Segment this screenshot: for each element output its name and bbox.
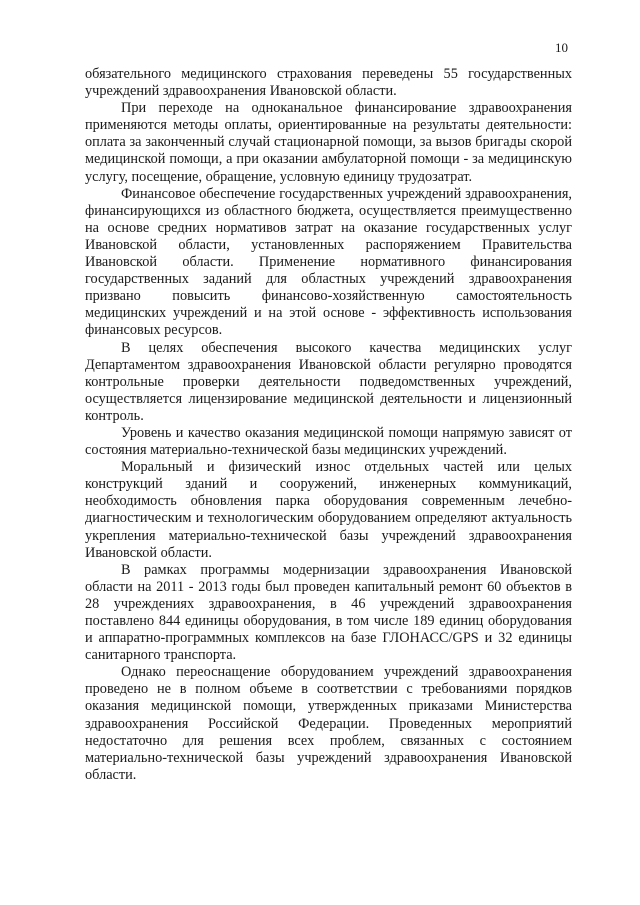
paragraph-wear-and-tear: Моральный и физический износ отдельных частей или целых конструкций зданий и сооружений, инженерных коммуникаций, необходимость обновления парка оборудования современным лечебно-диагностическим и технологическим оборудованием определяют актуальность укрепления материально-технической базы учреждений здравоохранения Ивановской области. [85,459,572,561]
paragraph-re-equipment: Однако переоснащение оборудованием учреждений здравоохранения проведено не в полном объеме в соответствии с требованиями порядков оказания медицинской помощи, утвержденных приказами Министерства здравоохранения Российской Федерации. Проведенных мероприятий недостаточно для решения всех проблем, связанных с состоянием материально-технической базы учреждений здравоохранения Ивановской области. [85,664,572,783]
paragraph-quality-control: В целях обеспечения высокого качества медицинских услуг Департаментом здравоохранения Ивановской области регулярно проводятся контрольные проверки деятельности подведомственных учреждений, осуществляется лицензирование медицинской деятельности и лицензионный контроль. [85,339,572,424]
paragraph-continuation: обязательного медицинского страхования переведены 55 государственных учреждений здравоохранения Ивановской области. [85,66,572,100]
paragraph-single-channel-financing: При переходе на одноканальное финансирование здравоохранения применяются методы оплаты, ориентированные на результаты деятельности: оплата за законченный случай стационарной помощи, за вызов бригады скорой медицинской помощи, а при оказании амбулаторной помощи - за медицинскую услугу, посещение, обращение, условную единицу трудозатрат. [85,100,572,185]
page-number: 10 [555,40,568,55]
paragraph-financial-provision: Финансовое обеспечение государственных учреждений здравоохранения, финансирующихся из областного бюджета, осуществляется преимущественно на основе средних нормативов затрат на оказание государственных услуг Ивановской области, установленных распоряжением Правительства Ивановской области. Применение нормативного финансирования государственных заданий для областных учреждений здравоохранения призвано повысить финансово-хозяйственную самостоятельность медицинских учреждений и на этой основе - эффективность использования финансовых ресурсов. [85,185,572,339]
document-body [85,66,572,784]
paragraph-material-base: Уровень и качество оказания медицинской помощи напрямую зависят от состояния материально-технической базы медицинских учреждений. [85,424,572,459]
paragraph-modernization-program: В рамках программы модернизации здравоохранения Ивановской области на 2011 - 2013 годы был проведен капитальный ремонт 60 объектов в 28 учреждениях здравоохранения, в 46 учреждений здравоохранения поставлено 844 единицы оборудования, в том числе 189 единиц оборудования и аппаратно-программных комплексов на базе ГЛОНАСС/GPS и 32 единицы санитарного транспорта. [85,561,572,664]
